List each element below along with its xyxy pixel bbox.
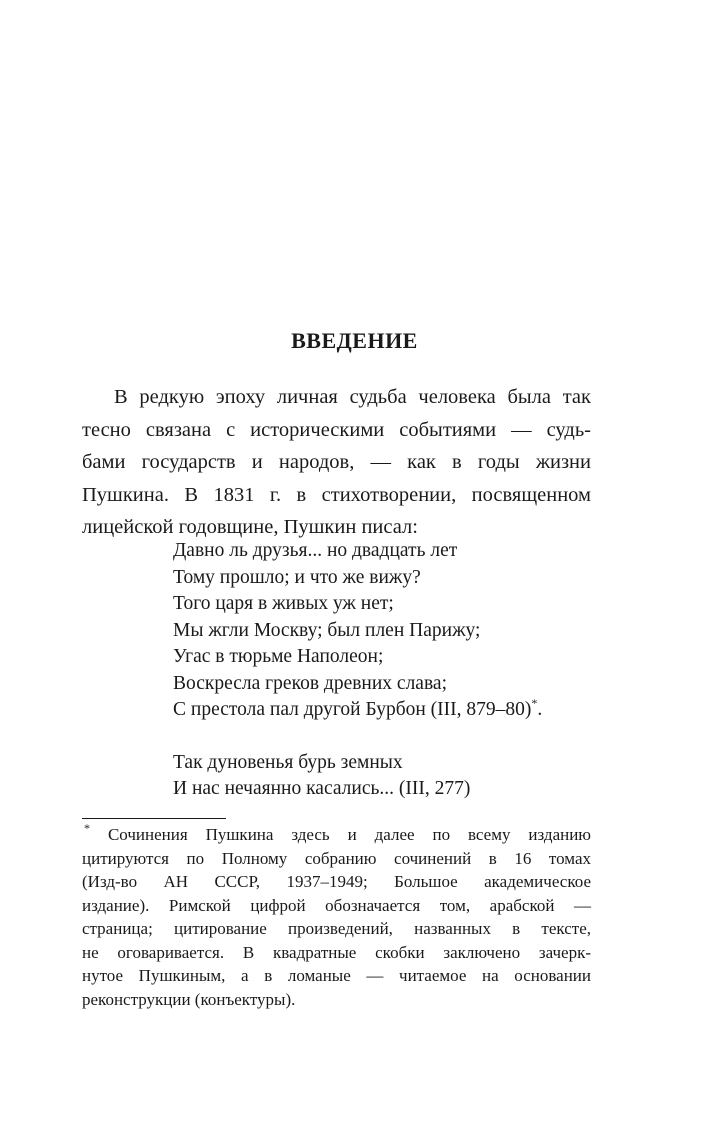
footnote-line: страница; цитирование произведений, названных в тексте, [82,919,591,938]
poem-line-text: С престола пал другой Бурбон (III, 879–80) [173,699,532,720]
footnote-line: реконструкции (конъектуры). [82,989,296,1009]
footnote-line-text: Сочинения Пушкина здесь и далее по всему изданию [107,825,592,844]
footnote-reference-mark: * [531,696,538,710]
paragraph-line: лицейской годовщине, Пушкин писал: [82,516,418,538]
poem-line: Тому прошло; и что же вижу? [173,566,421,588]
poem-quote [173,538,542,803]
stanza-gap [173,724,542,750]
chapter-heading: ВВЕДЕНИЕ [291,328,418,353]
footnote-line: (Изд-во АН СССР, 1937–1949; Большое академическое [82,872,591,891]
poem-line: Давно ль друзья... но двадцать лет [173,540,458,561]
poem-line: Того царя в живых уж нет; [173,593,394,614]
paragraph-line: бами государств и народов, — как в годы жизни [82,451,591,473]
footnote-divider [82,818,226,819]
footnote-line: не оговаривается. В квадратные скобки заключено зачерк- [82,942,591,962]
paragraph-line: Пушкина. В 1831 г. в стихотворении, посвященном [82,483,591,506]
poem-line: Угас в тюрьме Наполеон; [173,646,384,667]
poem-line-with-footnote: С престола пал другой Бурбон (III, 879–80)*. [173,696,543,720]
poem-line: Мы жгли Москву; был плен Парижу; [173,619,481,641]
footnote-mark: * [84,821,90,835]
footnote-line [82,823,591,847]
paragraph-line: тесно связана с историческими событиями — судь- [82,418,591,441]
paragraph-line: В редкую эпоху личная судьба человека была так [114,386,591,408]
poem-line: Воскресла греков древних слава; [173,672,447,694]
footnote-line: нутое Пушкиным, а в ломаные — читаемое на основании [82,966,591,985]
footnote-line: издание). Римской цифрой обозначается том, арабской — [82,895,591,915]
footnote-line: цитируются по Полному собранию сочинений в 16 томах [82,848,591,868]
poem-line: Так дуновенья бурь земных [173,751,403,773]
poem-line: И нас нечаянно касались... (III, 277) [173,778,471,799]
footnote [82,823,591,1011]
intro-paragraph [82,381,591,544]
